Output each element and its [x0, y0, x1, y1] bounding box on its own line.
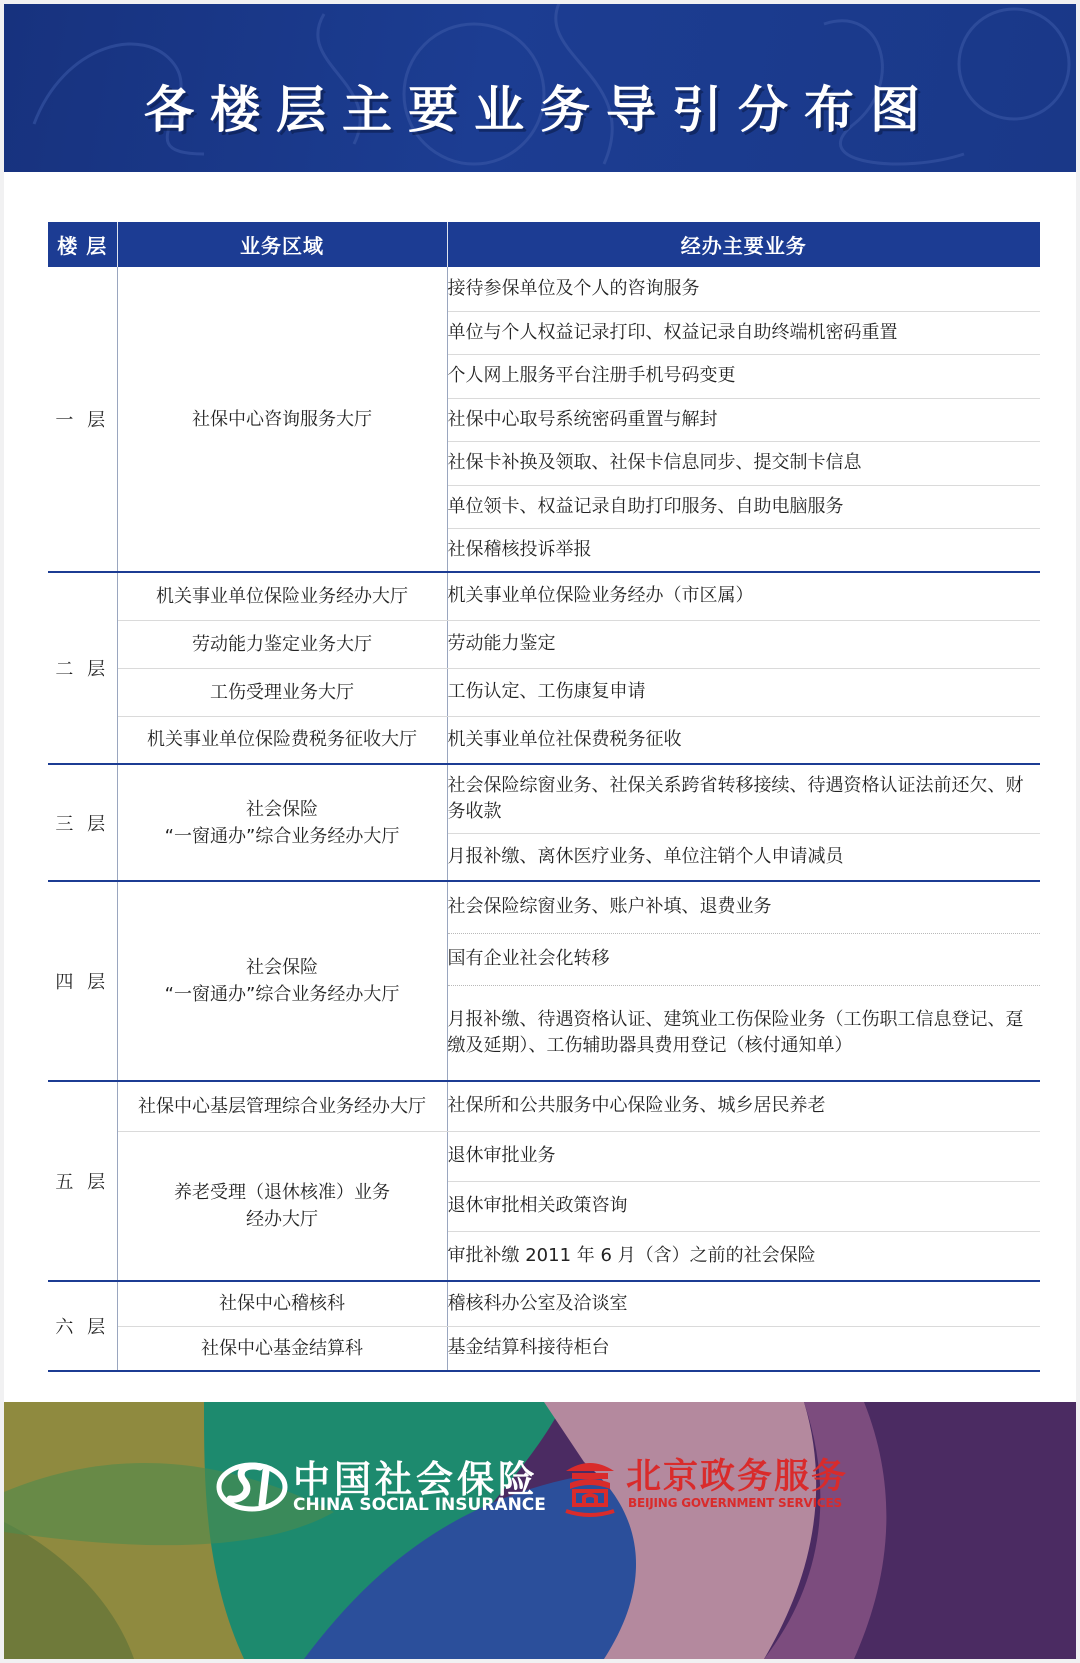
floor-label: 三 层 — [48, 764, 117, 881]
table-row — [48, 881, 1040, 933]
gate-emblem-icon — [560, 1449, 620, 1521]
business-cell: 机关事业单位保险业务经办（市区属） — [447, 572, 1040, 620]
si-emblem-icon — [216, 1449, 288, 1521]
business-cell: 社保卡补换及领取、社保卡信息同步、提交制卡信息 — [447, 441, 1040, 485]
footer-background — [4, 1402, 1076, 1659]
table-row — [48, 716, 1040, 764]
floor-label: 二 层 — [48, 572, 117, 764]
table-row — [48, 668, 1040, 716]
col-header-floor: 楼 层 — [48, 222, 117, 267]
floor-label: 一 层 — [48, 267, 117, 572]
business-cell: 社会保险综窗业务、账户补填、退费业务 — [447, 881, 1040, 933]
table-row — [48, 572, 1040, 620]
area-cell: 社保中心咨询服务大厅 — [117, 267, 447, 572]
area-cell: 社保中心稽核科 — [117, 1281, 447, 1326]
business-cell: 月报补缴、离休医疗业务、单位注销个人申请减员 — [447, 833, 1040, 881]
floor-guide-table — [48, 222, 1040, 1372]
business-cell: 机关事业单位社保费税务征收 — [447, 716, 1040, 764]
table-row — [48, 620, 1040, 668]
table-row — [48, 267, 1040, 311]
area-cell: 机关事业单位保险业务经办大厅 — [117, 572, 447, 620]
business-cell: 国有企业社会化转移 — [447, 933, 1040, 985]
header-banner — [4, 4, 1076, 172]
table-row — [48, 1326, 1040, 1371]
area-cell — [117, 764, 447, 881]
business-cell: 社保稽核投诉举报 — [447, 528, 1040, 572]
logo1-chinese-name: 中国社会保险 — [293, 1457, 539, 1501]
area-cell: 社保中心基金结算科 — [117, 1326, 447, 1371]
table-row — [48, 1281, 1040, 1326]
business-cell: 单位领卡、权益记录自助打印服务、自助电脑服务 — [447, 485, 1040, 528]
business-cell: 接待参保单位及个人的咨询服务 — [447, 267, 1040, 311]
business-cell: 单位与个人权益记录打印、权益记录自助终端机密码重置 — [447, 311, 1040, 354]
floor-label: 四 层 — [48, 881, 117, 1081]
area-line: “一窗通办”综合业务经办大厅 — [164, 984, 400, 1005]
china-social-insurance-logo — [216, 1449, 546, 1529]
business-cell: 基金结算科接待柜台 — [447, 1326, 1040, 1371]
area-line: “一窗通办”综合业务经办大厅 — [164, 825, 400, 847]
business-cell: 工伤认定、工伤康复申请 — [447, 668, 1040, 716]
business-cell: 劳动能力鉴定 — [447, 620, 1040, 668]
area-line: 社会保险 — [246, 957, 318, 978]
area-line: 养老受理（退休核准）业务 — [174, 1181, 390, 1203]
business-cell: 社会保险综窗业务、社保关系跨省转移接续、待遇资格认证法前还欠、财务收款 — [447, 764, 1040, 833]
beijing-government-services-logo — [560, 1449, 860, 1529]
area-line: 经办大厅 — [246, 1208, 318, 1230]
business-cell: 退休审批业务 — [447, 1131, 1040, 1181]
area-line: 社会保险 — [246, 798, 318, 820]
logo2-english-name: BEIJING GOVERNMENT SERVICES — [628, 1496, 842, 1510]
area-cell: 机关事业单位保险费税务征收大厅 — [117, 716, 447, 764]
col-header-area: 业务区域 — [117, 222, 447, 267]
business-cell: 个人网上服务平台注册手机号码变更 — [447, 354, 1040, 398]
poster — [4, 4, 1076, 1659]
col-header-business: 经办主要业务 — [447, 222, 1040, 267]
floor-label: 五 层 — [48, 1081, 117, 1281]
logo1-english-name: CHINA SOCIAL INSURANCE — [293, 1495, 546, 1515]
area-cell: 社保中心基层管理综合业务经办大厅 — [117, 1081, 447, 1131]
business-cell: 社保所和公共服务中心保险业务、城乡居民养老 — [447, 1081, 1040, 1131]
page-title: 各楼层主要业务导引分布图 — [144, 80, 936, 139]
table-header-row — [48, 222, 1040, 267]
table-row — [48, 1081, 1040, 1131]
business-cell: 社保中心取号系统密码重置与解封 — [447, 398, 1040, 441]
table-row — [48, 764, 1040, 833]
business-cell: 退休审批相关政策咨询 — [447, 1181, 1040, 1231]
area-cell — [117, 1131, 447, 1281]
area-cell — [117, 881, 447, 1081]
area-cell: 工伤受理业务大厅 — [117, 668, 447, 716]
floor-label: 六 层 — [48, 1281, 117, 1371]
business-cell: 稽核科办公室及洽谈室 — [447, 1281, 1040, 1326]
footer-banner — [4, 1402, 1076, 1659]
logo2-chinese-name: 北京政务服务 — [626, 1457, 849, 1497]
business-cell: 审批补缴 2011 年 6 月（含）之前的社会保险 — [447, 1231, 1040, 1281]
area-cell: 劳动能力鉴定业务大厅 — [117, 620, 447, 668]
business-cell: 月报补缴、待遇资格认证、建筑业工伤保险业务（工伤职工信息登记、趸缴及延期）、工伤辅助器具费用登记（核付通知单） — [447, 985, 1040, 1081]
table-row — [48, 1131, 1040, 1181]
